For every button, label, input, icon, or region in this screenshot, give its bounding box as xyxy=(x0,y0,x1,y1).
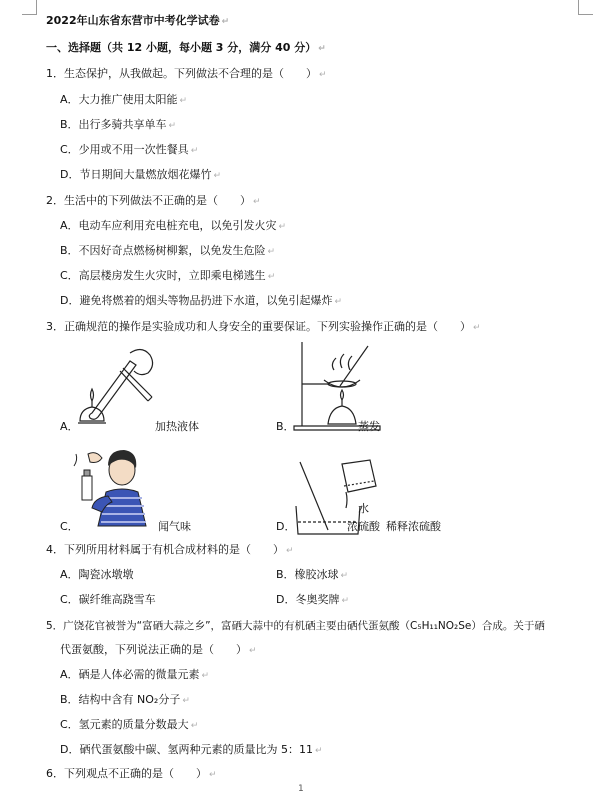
question-3-option-d-letter: D． xyxy=(276,520,296,533)
question-3-stem: 3．正确规范的操作是实验成功和人身安全的重要保证。下列实验操作正确的是（ ） ↵ xyxy=(46,320,481,333)
question-3-option-d-caption: 稀释浓硫酸 xyxy=(386,520,441,533)
question-3-option-b-caption: 蒸发 xyxy=(358,420,380,433)
question-2-option-d: D．避免将燃着的烟头等物品扔进下水道，以免引起爆炸 ↵ xyxy=(60,294,343,307)
figure-evaporation xyxy=(290,340,390,432)
question-5-option-b: B．结构中含有 NO₂分子 ↵ xyxy=(60,693,190,706)
question-5-option-d: D．硒代蛋氨酸中碳、氢两种元素的质量比为 5：11 ↵ xyxy=(60,743,323,756)
question-2-option-b: B．不因好奇点燃杨树柳絮，以免发生危险 ↵ xyxy=(60,244,276,257)
figure-smelling xyxy=(68,436,168,528)
question-1-option-c: C．少用或不用一次性餐具 ↵ xyxy=(60,143,199,156)
question-1-stem: 1．生态保护，从我做起。下列做法不合理的是（ ） ↵ xyxy=(46,67,327,80)
crop-mark-top-left xyxy=(22,0,37,15)
question-3-option-c-letter: C． xyxy=(60,520,79,533)
question-4-option-c: C．碳纤维高跷雪车 xyxy=(60,593,156,606)
question-5-stem-line-2: 代蛋氨酸，下列说法正确的是（ ） ↵ xyxy=(60,643,257,656)
question-1-option-a: A．大力推广使用太阳能 ↵ xyxy=(60,93,188,106)
water-label: 水 xyxy=(358,502,369,515)
figure-heating-liquid xyxy=(70,343,165,428)
question-3-option-a-caption: 加热液体 xyxy=(155,420,199,433)
question-6-stem: 6．下列观点不正确的是（ ） ↵ xyxy=(46,767,217,780)
question-4-option-a: A．陶瓷冰墩墩 xyxy=(60,568,134,581)
question-3-option-a-letter: A． xyxy=(60,420,79,433)
question-1-option-b: B．出行多骑共享单车 ↵ xyxy=(60,118,177,131)
question-2-option-c: C．高层楼房发生火灾时，立即乘电梯逃生 ↵ xyxy=(60,269,276,282)
question-1-option-d: D．节日期间大量燃放烟花爆竹 ↵ xyxy=(60,168,222,181)
section-heading: 一、选择题（共 12 小题，每小题 3 分，满分 40 分） ↵ xyxy=(46,41,326,54)
question-4-option-d: D．冬奥奖牌 ↵ xyxy=(276,593,350,606)
acid-label: 浓硫酸 xyxy=(347,520,380,533)
question-5-option-c: C．氢元素的质量分数最大 ↵ xyxy=(60,718,199,731)
page-number: 1 xyxy=(298,784,304,794)
question-2-stem: 2．生活中的下列做法不正确的是（ ） ↵ xyxy=(46,194,261,207)
crop-mark-top-right xyxy=(578,0,593,15)
question-2-option-a: A．电动车应利用充电桩充电，以免引发火灾 ↵ xyxy=(60,219,287,232)
exam-title: 2022年山东省东营市中考化学试卷 ↵ xyxy=(46,14,230,27)
question-4-stem: 4．下列所用材料属于有机合成材料的是（ ） ↵ xyxy=(46,543,294,556)
question-3-option-b-letter: B． xyxy=(276,420,295,433)
question-5-stem-line-1: 5．广饶花官被誉为“富硒大蒜之乡”，富硒大蒜中的有机硒主要由硒代蛋氨酸（C₅H₁₁NO₂Se）合成。关于硒 xyxy=(46,620,545,632)
question-4-option-b: B．橡胶冰球 ↵ xyxy=(276,568,349,581)
question-3-option-c-caption: 闻气味 xyxy=(158,520,191,533)
question-5-option-a: A．硒是人体必需的微量元素 ↵ xyxy=(60,668,210,681)
